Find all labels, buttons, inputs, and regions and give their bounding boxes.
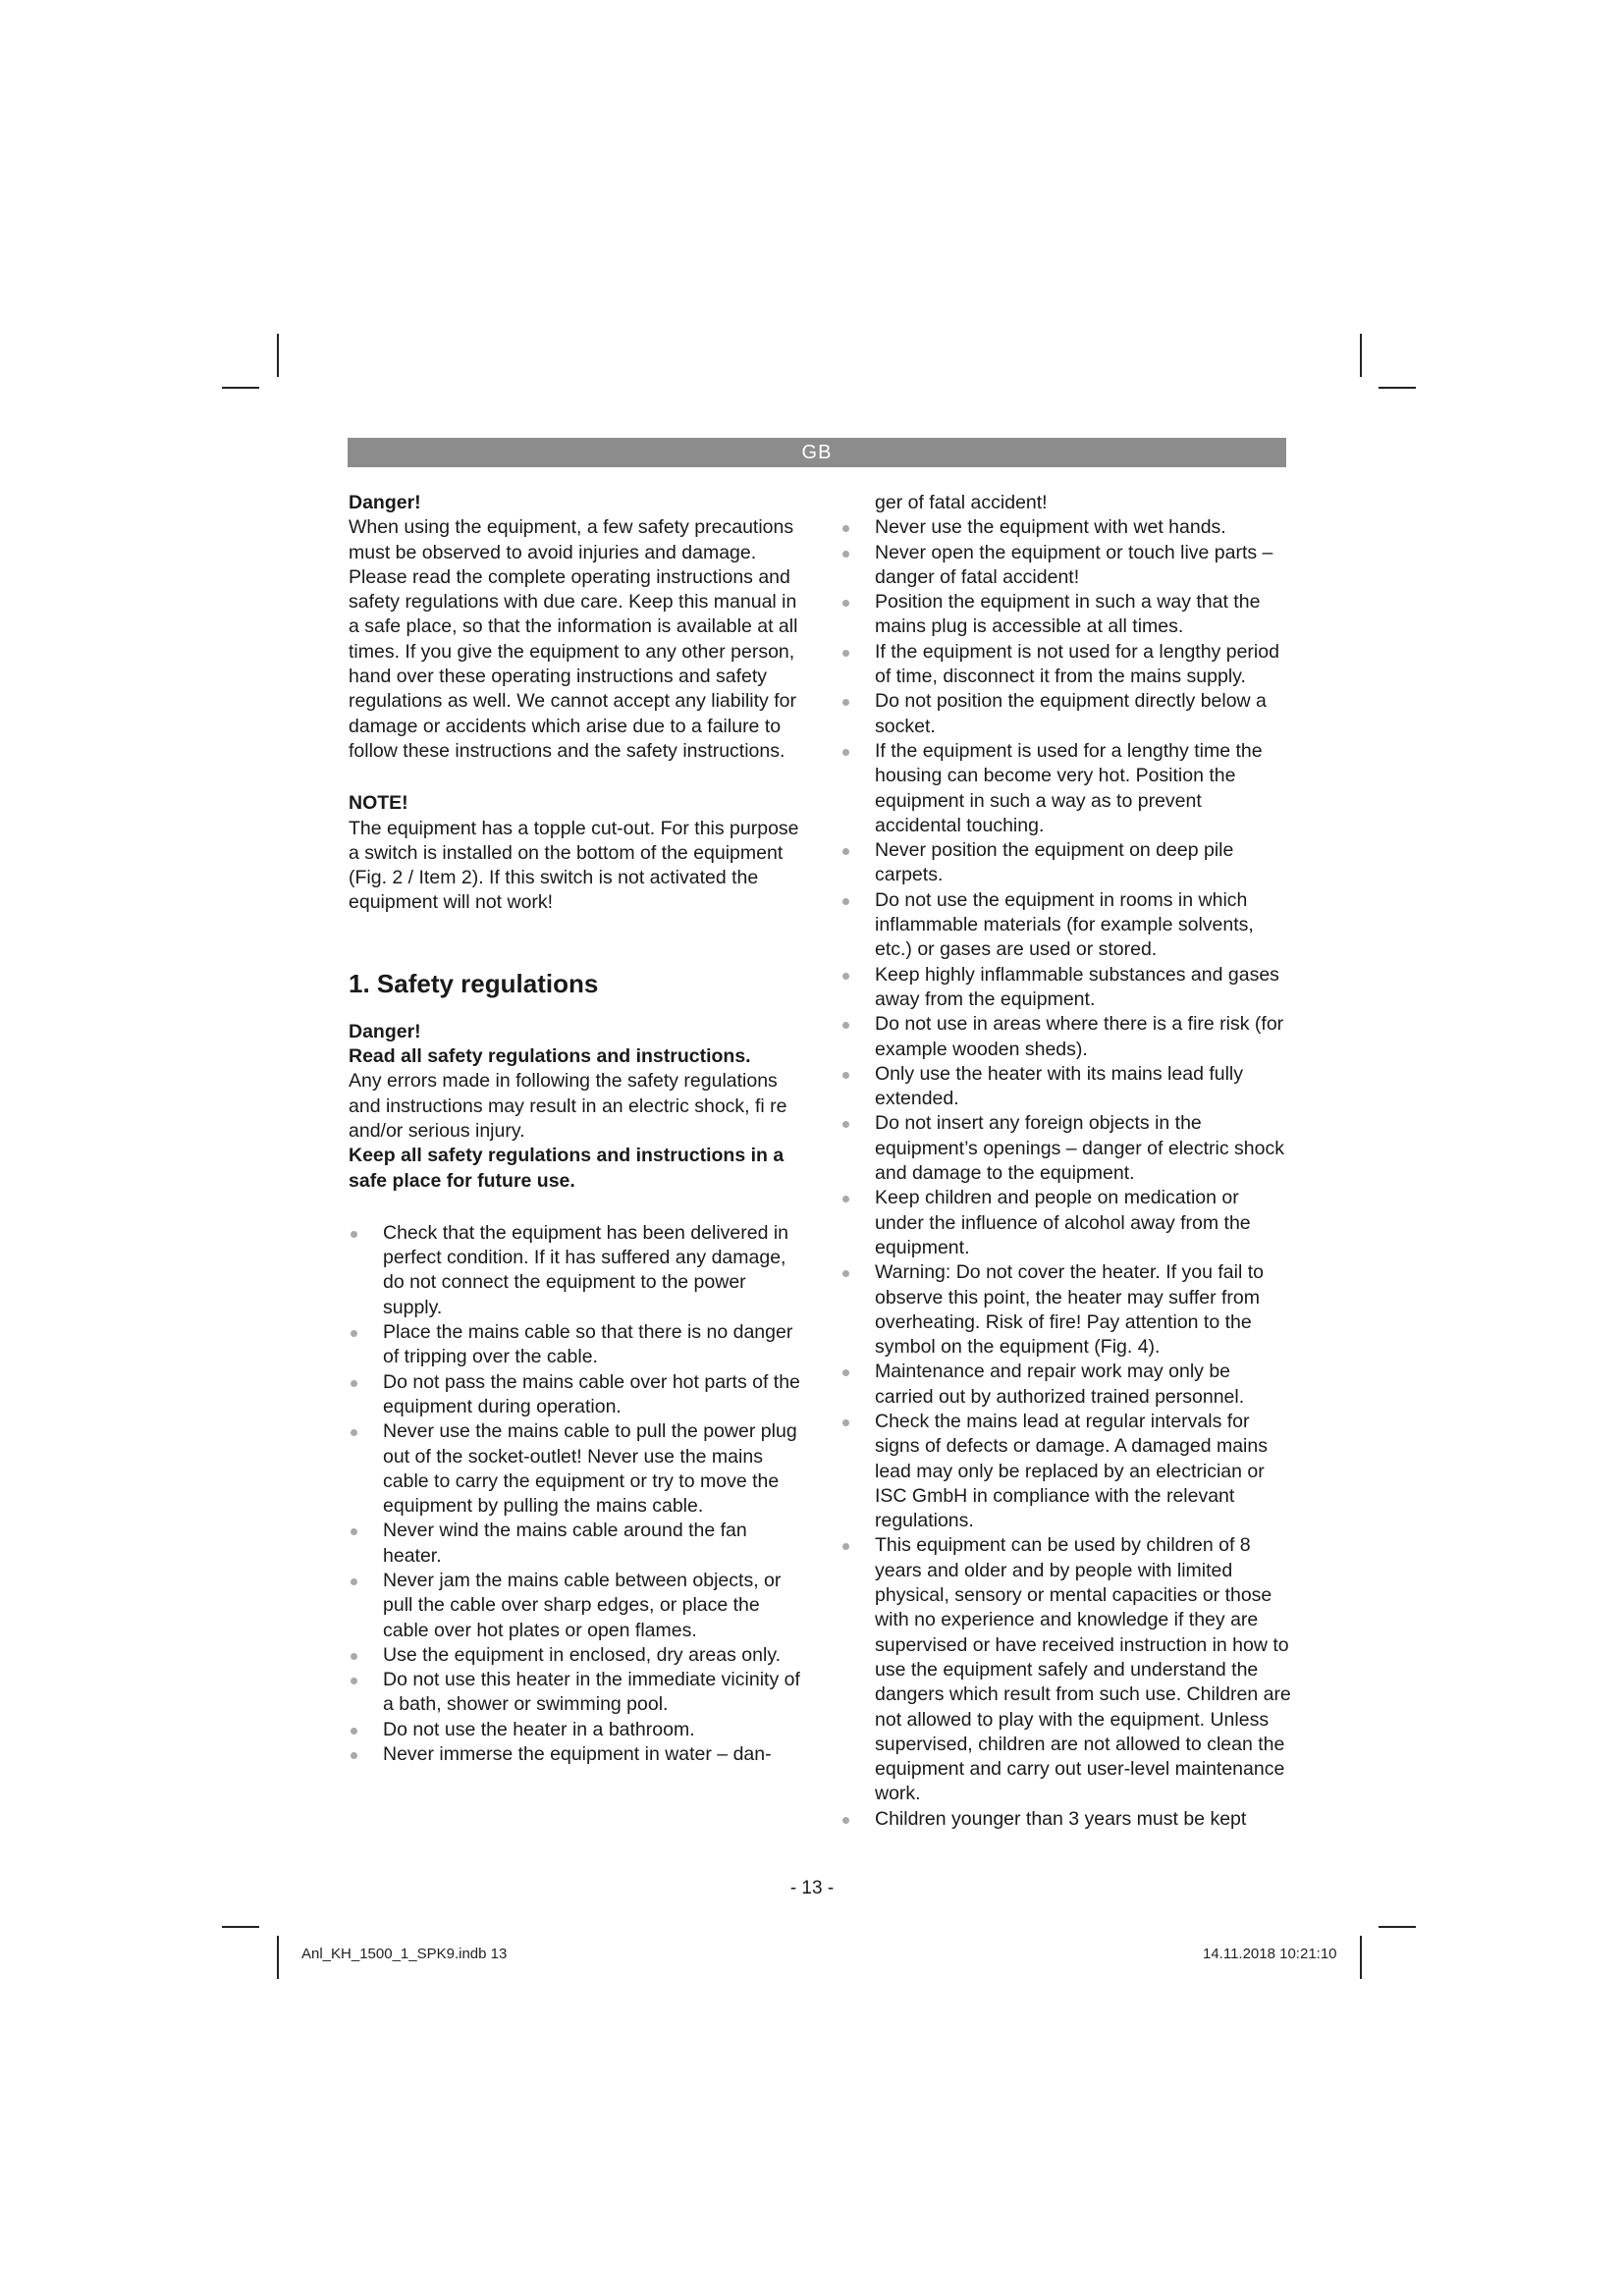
note-heading: NOTE! (349, 792, 408, 815)
danger-heading: Danger! (349, 1020, 421, 1042)
list-item: Keep highly inflammable substances and gases away from the equipment. (840, 963, 1292, 1013)
list-item: Use the equipment in enclosed, dry areas only. (349, 1643, 800, 1668)
list-item: Never use the mains cable to pull the power plug out of the socket-outlet! Never use the mains cable to carry the equipment or try to move the equipment by pulling the mains cable. (349, 1419, 800, 1519)
list-item: Do not use the heater in a bathroom. (349, 1718, 800, 1742)
safety-list-left (349, 1221, 800, 1768)
list-item: Do not use in areas where there is a fire risk (for example wooden sheds). (840, 1012, 1292, 1062)
safety-list-right (840, 515, 1292, 1832)
crop-mark (222, 1926, 259, 1928)
list-item: Children younger than 3 years must be kept (840, 1807, 1292, 1832)
list-item: Never position the equipment on deep pile carpets. (840, 838, 1292, 888)
language-header-bar: GB (348, 438, 1286, 467)
footer-filename: Anl_KH_1500_1_SPK9.indb 13 (301, 1946, 508, 1962)
note-text: The equipment has a topple cut-out. For this purpose a switch is installed on the bottom of the equipment (Fig. 2 / Item 2). If this switch is not activated the equipment will not work! (349, 817, 799, 914)
crop-mark (1360, 1936, 1362, 1979)
crop-mark (222, 387, 259, 389)
errors-text: Any errors made in following the safety regulations and instructions may result in an electric shock, fi re and/or serious injury. (349, 1070, 787, 1142)
crop-mark (277, 1936, 279, 1979)
right-column (840, 491, 1292, 1832)
list-item: Position the equipment in such a way that the mains plug is accessible at all times. (840, 590, 1292, 640)
page-number: - 13 - (789, 1878, 835, 1898)
list-item: Never immerse the equipment in water – dan- (349, 1742, 800, 1767)
list-item: Never jam the mains cable between objects, or pull the cable over sharp edges, or place the cable over hot plates or open flames. (349, 1569, 800, 1643)
list-item: Do not position the equipment directly below a socket. (840, 689, 1292, 739)
list-item: If the equipment is used for a lengthy time the housing can become very hot. Position the equipment in such a way as to prevent accidental touching. (840, 739, 1292, 838)
footer-datetime: 14.11.2018 10:21:10 (1203, 1946, 1337, 1962)
crop-mark (277, 334, 279, 377)
list-item: Check the mains lead at regular intervals for signs of defects or damage. A damaged mains lead may only be replaced by an electrician or ISC GmbH in compliance with the relevant regulations. (840, 1410, 1292, 1533)
left-column (349, 491, 800, 1767)
crop-mark (1379, 387, 1416, 389)
list-item: Maintenance and repair work may only be carried out by authorized trained personnel. (840, 1360, 1292, 1410)
read-all-heading: Read all safety regulations and instructions. (349, 1045, 751, 1068)
list-item: Check that the equipment has been delivered in perfect condition. If it has suffered any damage, do not connect the equipment to the power supply. (349, 1221, 800, 1320)
keep-all-heading: Keep all safety regulations and instructions in a safe place for future use. (349, 1145, 785, 1192)
list-item: Place the mains cable so that there is no danger of tripping over the cable. (349, 1320, 800, 1370)
list-item: Keep children and people on medication or under the influence of alcohol away from the equipment. (840, 1186, 1292, 1260)
continuation-text: ger of fatal accident! (875, 492, 1048, 513)
list-item: Never use the equipment with wet hands. (840, 515, 1292, 540)
list-item: Do not use the equipment in rooms in which inflammable materials (for example solvents, etc.) or gases are used or stored. (840, 888, 1292, 963)
intro-heading: Danger! (349, 492, 421, 513)
list-item: Do not insert any foreign objects in the equipment’s openings – danger of electric shock and damage to the equipment. (840, 1111, 1292, 1186)
list-item: If the equipment is not used for a lengthy period of time, disconnect it from the mains supply. (840, 640, 1292, 690)
section-title: 1. Safety regulations (349, 968, 599, 998)
list-item: Never wind the mains cable around the fan heater. (349, 1519, 800, 1569)
list-item: Never open the equipment or touch live parts – danger of fatal accident! (840, 541, 1292, 591)
list-item: Do not pass the mains cable over hot parts of the equipment during operation. (349, 1370, 800, 1420)
list-item: Warning: Do not cover the heater. If you fail to observe this point, the heater may suffer from overheating. Risk of fire! Pay attention to the symbol on the equipment (Fig. 4). (840, 1260, 1292, 1360)
list-item: This equipment can be used by children of 8 years and older and by people with limited physical, sensory or mental capacities or those with no experience and knowledge if they are supervised or have received instruction in how to use the equipment safely and understand the dangers which result from such use. Children are not allowed to play with the equipment. Unless supervised, children are not allowed to clean the equipment and carry out user-level maintenance work. (840, 1533, 1292, 1806)
list-item: Only use the heater with its mains lead fully extended. (840, 1062, 1292, 1112)
crop-mark (1379, 1926, 1416, 1928)
list-item: Do not use this heater in the immediate vicinity of a bath, shower or swimming pool. (349, 1668, 800, 1718)
crop-mark (1360, 334, 1362, 377)
intro-text: When using the equipment, a few safety precautions must be observed to avoid injuries and damage. Please read the complete operating instructions and safety regulations with due care. Keep this manual in a safe place, so that the information is available at all times. If you give the equipment to any other person, hand over these operating instructions and safety regulations as well. We cannot accept any liability for damage or accidents which arise due to a failure to follow these instructions and the safety instructions. (349, 516, 798, 762)
